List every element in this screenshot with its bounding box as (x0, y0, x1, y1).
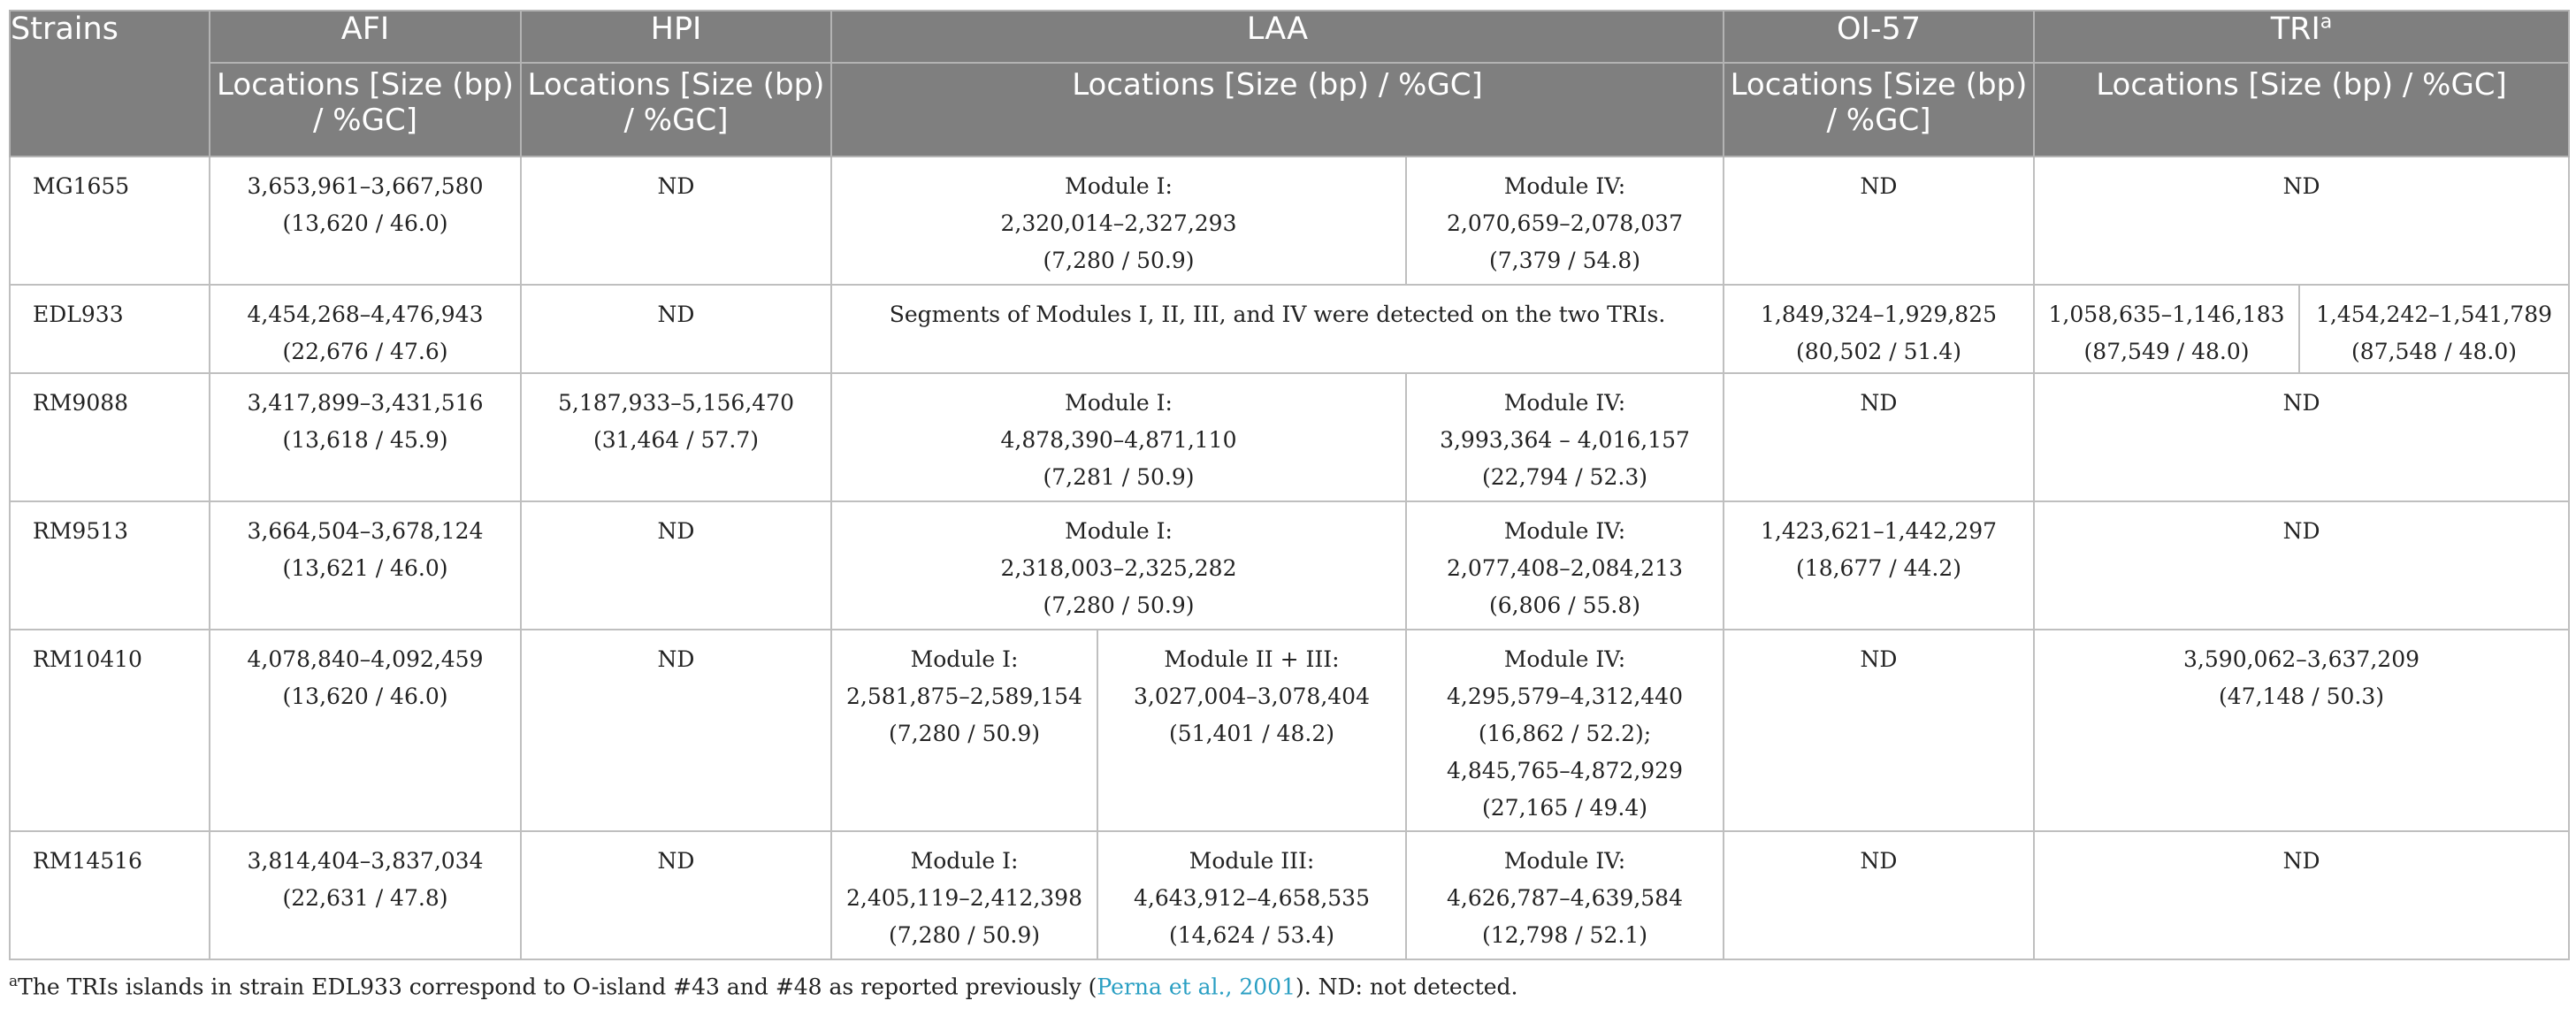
laa-module-2-3-cell: Module II + III: 3,027,004–3,078,404 (51,401 / 48.2) (1097, 630, 1406, 831)
tri-footnote-marker: a (2320, 11, 2333, 34)
strain-cell: RM10410 (10, 630, 210, 831)
laa-module-1-cell: Module I: 2,318,003–2,325,282 (7,280 / 50.9) (831, 501, 1406, 630)
laa-module-1-cell: Module I: 2,405,119–2,412,398 (7,280 / 50.9) (831, 831, 1097, 959)
laa-module-1-cell: Module I: 2,320,014–2,327,293 (7,280 / 50.9) (831, 157, 1406, 285)
hpi-cell: ND (521, 831, 831, 959)
subheader-afi: Locations [Size (bp) / %GC] (210, 63, 521, 157)
oi57-cell: ND (1724, 831, 2034, 959)
subheader-oi57: Locations [Size (bp) / %GC] (1724, 63, 2034, 157)
col-header-oi57: OI-57 (1724, 11, 2034, 63)
oi57-cell: ND (1724, 157, 2034, 285)
afi-cell: 4,454,268–4,476,943 (22,676 / 47.6) (210, 285, 521, 373)
tri-cell: ND (2034, 501, 2569, 630)
col-header-tri (2034, 11, 2569, 63)
table-row-rm14516 (10, 831, 2569, 959)
laa-module-4-cell: Module IV: 2,070,659–2,078,037 (7,379 / 54.8) (1406, 157, 1724, 285)
islands-table (9, 10, 2570, 960)
laa-module-1-cell: Module I: 4,878,390–4,871,110 (7,281 / 50.9) (831, 373, 1406, 501)
tri-cell: ND (2034, 831, 2569, 959)
oi57-cell: 1,423,621–1,442,297 (18,677 / 44.2) (1724, 501, 2034, 630)
col-header-hpi: HPI (521, 11, 831, 63)
footnote-text-after: ). ND: not detected. (1295, 974, 1518, 1000)
tri-cell: 3,590,062–3,637,209 (47,148 / 50.3) (2034, 630, 2569, 831)
strain-cell: RM9088 (10, 373, 210, 501)
afi-cell: 3,653,961–3,667,580 (13,620 / 46.0) (210, 157, 521, 285)
strain-cell: RM14516 (10, 831, 210, 959)
hpi-cell: 5,187,933–5,156,470 (31,464 / 57.7) (521, 373, 831, 501)
tri-label: TRI (2270, 11, 2320, 47)
subheader-laa: Locations [Size (bp) / %GC] (831, 63, 1724, 157)
strain-cell: MG1655 (10, 157, 210, 285)
col-header-laa: LAA (831, 11, 1724, 63)
laa-module-4-cell: Module IV: 3,993,364 – 4,016,157 (22,794 / 52.3) (1406, 373, 1724, 501)
table-row-rm9088 (10, 373, 2569, 501)
laa-cell: Segments of Modules I, II, III, and IV were detected on the two TRIs. (831, 285, 1724, 373)
table-row-edl933 (10, 285, 2569, 373)
laa-module-4-cell: Module IV: 4,295,579–4,312,440 (16,862 / 52.2); 4,845,765–4,872,929 (27,165 / 49.4) (1406, 630, 1724, 831)
header-row (10, 11, 2569, 63)
laa-module-1-cell: Module I: 2,581,875–2,589,154 (7,280 / 50.9) (831, 630, 1097, 831)
hpi-cell: ND (521, 501, 831, 630)
oi57-cell: 1,849,324–1,929,825 (80,502 / 51.4) (1724, 285, 2034, 373)
col-header-afi: AFI (210, 11, 521, 63)
tri-2-cell: 1,454,242–1,541,789 (87,548 / 48.0) (2299, 285, 2569, 373)
oi57-cell: ND (1724, 373, 2034, 501)
subheader-tri: Locations [Size (bp) / %GC] (2034, 63, 2569, 157)
afi-cell: 3,664,504–3,678,124 (13,621 / 46.0) (210, 501, 521, 630)
subheader-hpi: Locations [Size (bp) / %GC] (521, 63, 831, 157)
table-footnote (9, 973, 2565, 999)
footnote-marker: a (9, 973, 19, 990)
hpi-cell: ND (521, 630, 831, 831)
col-header-strains: Strains (10, 11, 210, 157)
tri-1-cell: 1,058,635–1,146,183 (87,549 / 48.0) (2034, 285, 2299, 373)
hpi-cell: ND (521, 157, 831, 285)
hpi-cell: ND (521, 285, 831, 373)
afi-cell: 3,417,899–3,431,516 (13,618 / 45.9) (210, 373, 521, 501)
tri-cell: ND (2034, 157, 2569, 285)
tri-cell: ND (2034, 373, 2569, 501)
afi-cell: 4,078,840–4,092,459 (13,620 / 46.0) (210, 630, 521, 831)
citation-link[interactable]: Perna et al., 2001 (1097, 974, 1296, 1000)
subheader-row (10, 63, 2569, 157)
afi-cell: 3,814,404–3,837,034 (22,631 / 47.8) (210, 831, 521, 959)
footnote-text-before: The TRIs islands in strain EDL933 correspond to O-island #43 and #48 as reported previously ( (18, 974, 1097, 1000)
oi57-cell: ND (1724, 630, 2034, 831)
laa-module-3-cell: Module III: 4,643,912–4,658,535 (14,624 / 53.4) (1097, 831, 1406, 959)
strain-cell: EDL933 (10, 285, 210, 373)
laa-module-4-cell: Module IV: 2,077,408–2,084,213 (6,806 / 55.8) (1406, 501, 1724, 630)
table-row-mg1655 (10, 157, 2569, 285)
table-row-rm10410 (10, 630, 2569, 831)
laa-module-4-cell: Module IV: 4,626,787–4,639,584 (12,798 / 52.1) (1406, 831, 1724, 959)
table-row-rm9513 (10, 501, 2569, 630)
strain-cell: RM9513 (10, 501, 210, 630)
